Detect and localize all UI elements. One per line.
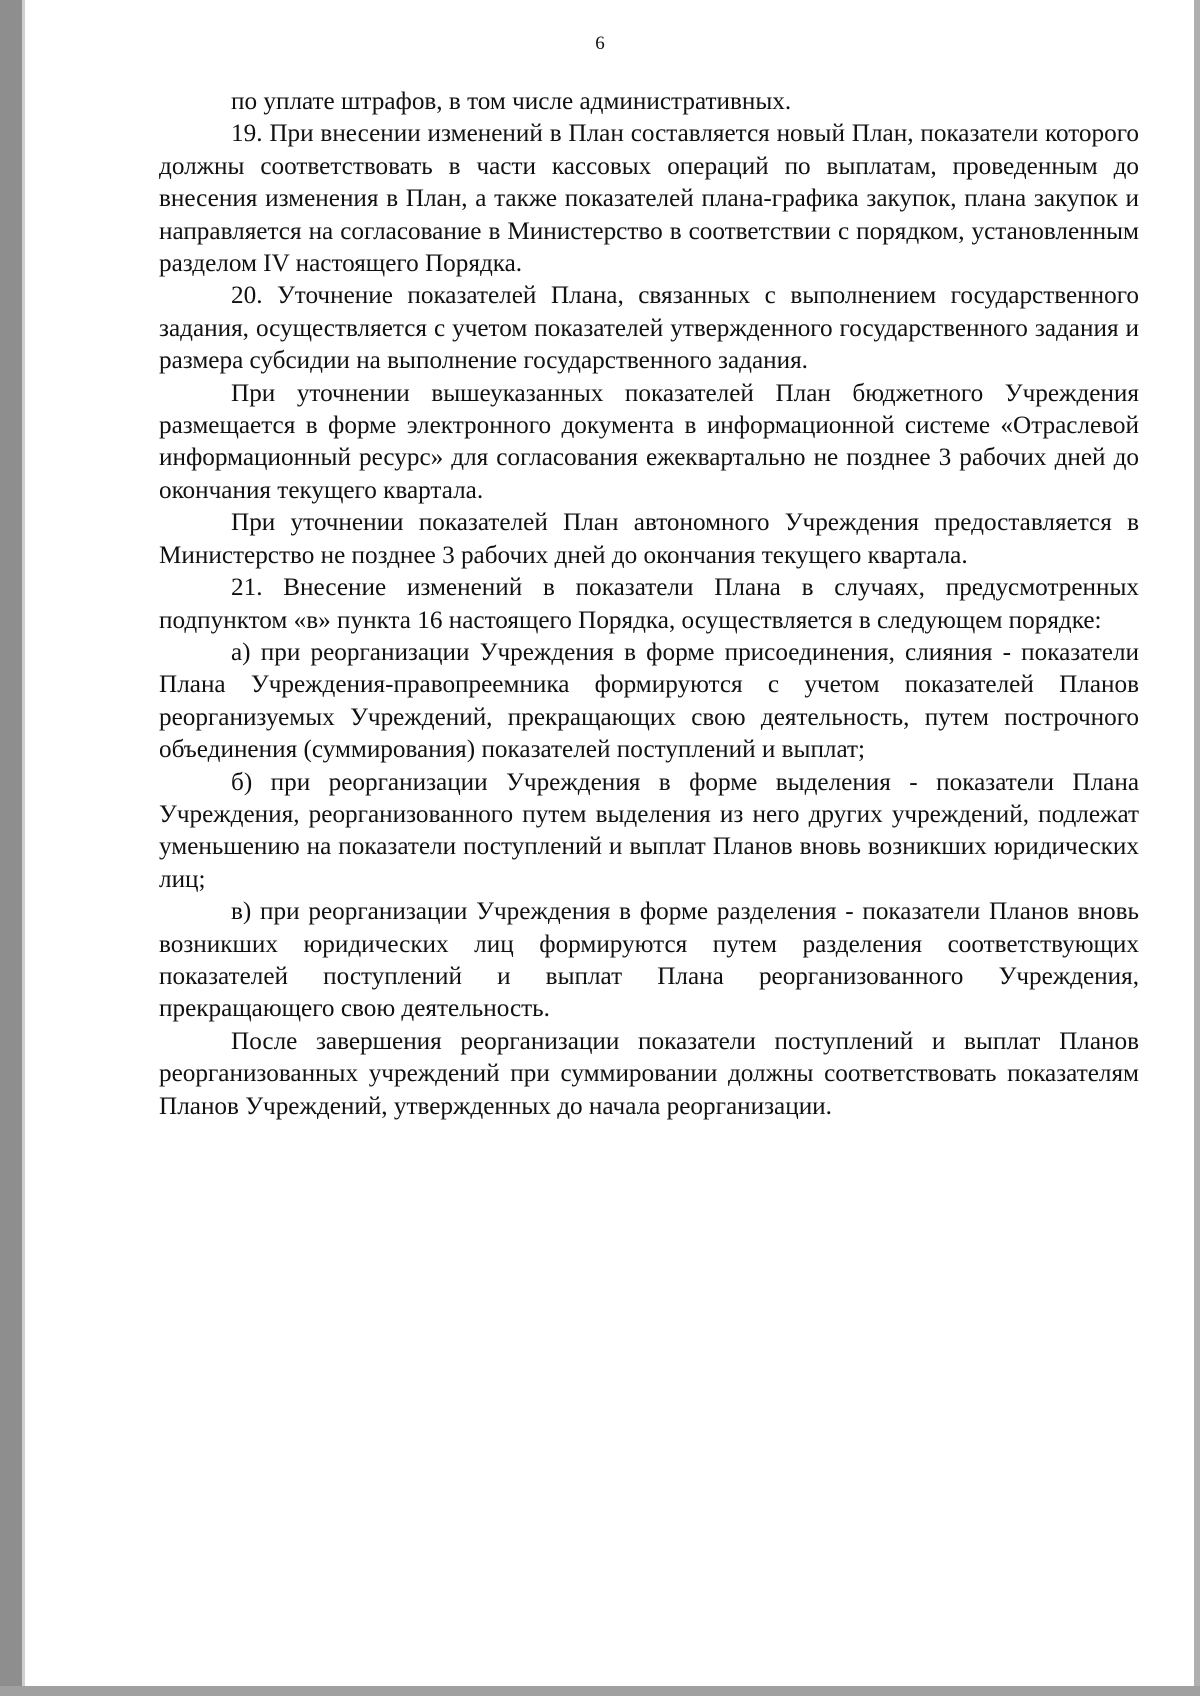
paragraph-after-reorganization: После завершения реорганизации показатели поступлений и выплат Планов реорганизованных учреждений при суммировании должны соответствовать показателям Планов Учреждений, утвержденных до начала реорганизации. bbox=[159, 1027, 1139, 1120]
paragraph-autonomous-institution: При уточнении показателей План автономного Учреждения предоставляется в Министерство не позднее 3 рабочих дней до окончания текущего квартала. bbox=[159, 509, 1139, 569]
paragraph-item-19: 19. При внесении изменений в План составляется новый План, показатели которого должны соответствовать в части кассовых операций по выплатам, проведенным до внесения изменения в План, а также показателей плана-графика закупок, плана закупок и направляется на согласование в Министерство в соответствии с порядком, установленным разделом IV настоящего Порядка. bbox=[159, 120, 1139, 278]
scan-left-border bbox=[0, 0, 22, 1696]
paragraph-continuation: по уплате штрафов, в том числе административных. bbox=[231, 88, 792, 115]
page-number: 6 bbox=[595, 33, 605, 54]
subparagraph-b: б) при реорганизации Учреждения в форме выделения - показатели Плана Учреждения, реорганизованного путем выделения из него других учреждений, подлежат уменьшению на показатели поступлений и выплат Планов вновь возникших юридических лиц; bbox=[159, 768, 1139, 893]
scan-left-border-shadow bbox=[22, 0, 25, 1696]
scan-bottom-border bbox=[0, 1686, 1200, 1696]
paragraph-item-20: 20. Уточнение показателей Плана, связанных с выполнением государственного задания, осуществляется с учетом показателей утвержденного государственного задания и размера субсидии на выполнение государственного задания. bbox=[159, 282, 1139, 375]
paragraph-budget-institution: При уточнении вышеуказанных показателей План бюджетного Учреждения размещается в форме электронного документа в информационной системе «Отраслевой информационный ресурс» для согласования ежеквартально не позднее 3 рабочих дней до окончания текущего квартала. bbox=[159, 379, 1139, 504]
paragraph-item-21: 21. Внесение изменений в показатели Плана в случаях, предусмотренных подпунктом «в» пункта 16 настоящего Порядка, осуществляется в следующем порядке: bbox=[159, 574, 1139, 634]
scan-right-border bbox=[1194, 0, 1200, 1696]
document-body bbox=[159, 86, 1139, 1123]
subparagraph-a: а) при реорганизации Учреждения в форме присоединения, слияния - показатели Плана Учреждения-правопреемника формируются с учетом показателей Планов реорганизуемых Учреждений, прекращающих свою деятельность, путем построчного объединения (суммирования) показателей поступлений и выплат; bbox=[159, 638, 1139, 764]
subparagraph-v: в) при реорганизации Учреждения в форме разделения - показатели Планов вновь возникших юридических лиц формируются путем разделения соответствующих показателей поступлений и выплат Плана реорганизованного Учреждения, прекращающего свою деятельность. bbox=[159, 898, 1139, 1023]
